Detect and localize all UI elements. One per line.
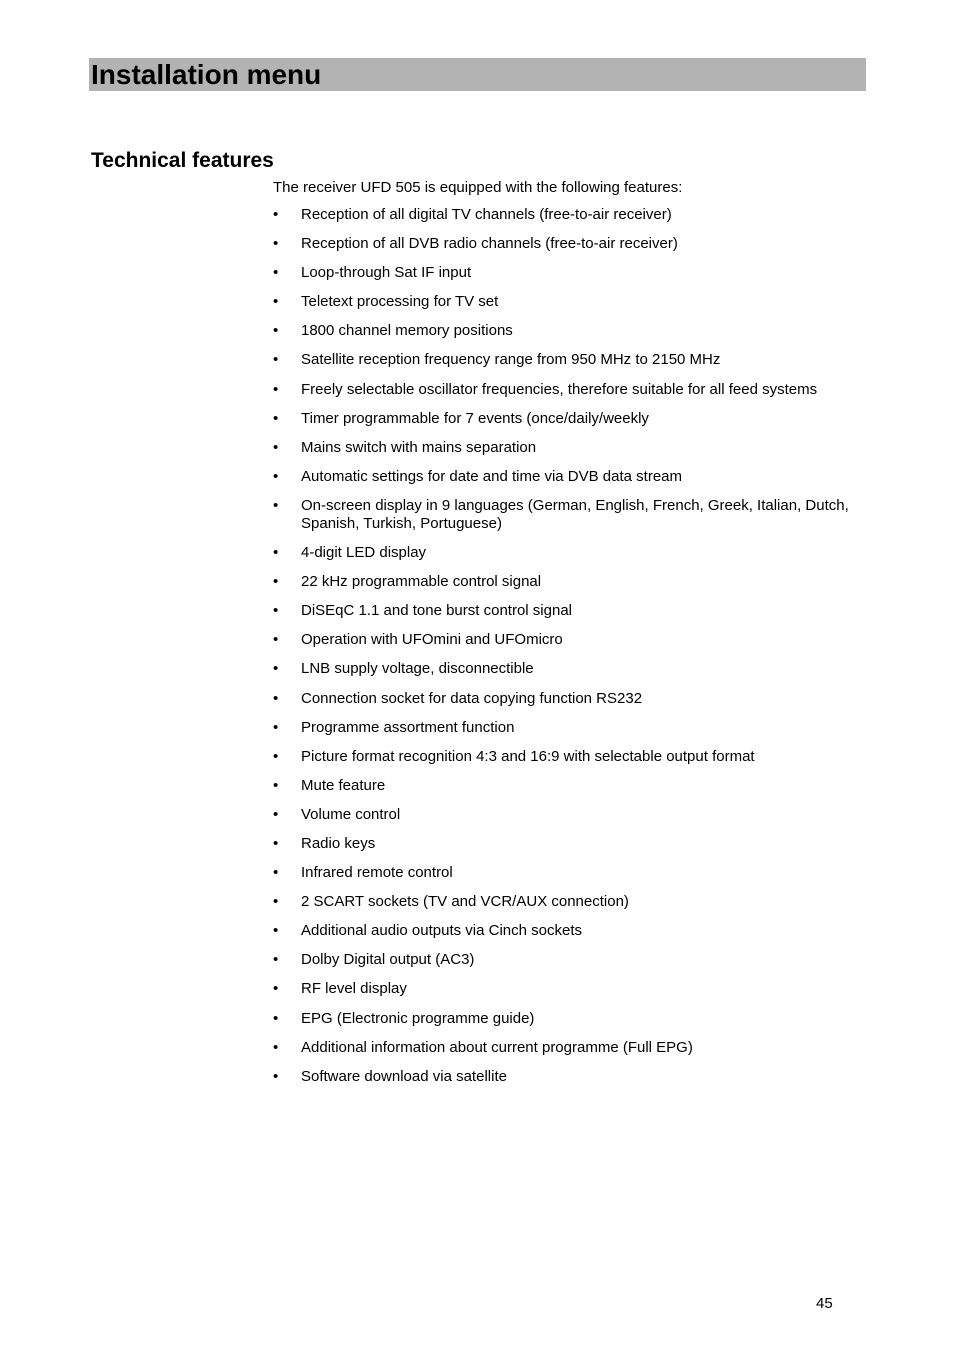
header-bar [89,58,866,91]
bullet-icon: • [273,864,279,882]
bullet-icon: • [273,1009,279,1027]
bullet-icon: • [273,718,279,736]
feature-list-item [273,410,863,428]
feature-text: Dolby Digital output (AC3) [301,951,475,969]
feature-text: Connection socket for data copying function RS232 [301,689,643,707]
bullet-icon: • [273,206,279,223]
feature-text: DiSEqC 1.1 and tone burst control signal [301,602,572,620]
bullet-icon: • [273,409,279,427]
feature-text: RF level display [301,980,407,998]
feature-list-item [273,980,863,998]
page-title: Installation menu [91,59,322,90]
feature-text: On-screen display in 9 languages (German, English, French, Greek, Italian, Dutch, Spanish, Turkish, Portuguese) [301,496,849,532]
feature-text: Mains switch with mains separation [301,438,537,456]
feature-text: 2 SCART sockets (TV and VCR/AUX connection) [301,893,629,911]
feature-list-item [273,631,863,649]
page-number: 45 [816,1295,833,1312]
feature-list-item [273,1068,863,1086]
feature-text: Automatic settings for date and time via DVB data stream [301,467,683,485]
bullet-icon: • [273,351,279,369]
feature-list-item [273,806,863,824]
feature-text: Additional information about current programme (Full EPG) [301,1038,693,1056]
feature-text: Reception of all digital TV channels (free-to-air receiver) [301,206,672,223]
feature-list-item [273,264,863,282]
bullet-icon: • [273,293,279,311]
feature-text: Software download via satellite [301,1067,507,1085]
bullet-icon: • [273,980,279,998]
feature-list-item [273,206,863,224]
bullet-icon: • [273,1067,279,1085]
feature-list-item [273,835,863,853]
intro-text: The receiver UFD 505 is equipped with the following features: [273,179,683,196]
feature-text: Picture format recognition 4:3 and 16:9 with selectable output format [301,747,755,765]
feature-list-item [273,351,863,369]
feature-list-item [273,748,863,766]
bullet-icon: • [273,602,279,620]
feature-list-item [273,893,863,911]
feature-list-item [273,602,863,620]
feature-list-item [273,1039,863,1057]
bullet-icon: • [273,951,279,969]
feature-text: Teletext processing for TV set [301,293,499,311]
feature-list-item [273,951,863,969]
bullet-icon: • [273,496,279,514]
bullet-icon: • [273,805,279,823]
bullet-icon: • [273,631,279,649]
feature-list-item [273,719,863,737]
feature-list-item [273,497,863,533]
bullet-icon: • [273,1038,279,1056]
feature-list-item [273,468,863,486]
feature-text: Timer programmable for 7 events (once/daily/weekly [301,409,649,427]
feature-list-item [273,322,863,340]
bullet-icon: • [273,264,279,282]
feature-list-item [273,660,863,678]
feature-text: 22 kHz programmable control signal [301,573,542,591]
feature-list-item [273,922,863,940]
feature-list-item [273,777,863,795]
bullet-icon: • [273,893,279,911]
feature-text: Volume control [301,805,401,823]
feature-text: Operation with UFOmini and UFOmicro [301,631,563,649]
feature-text: Freely selectable oscillator frequencies, therefore suitable for all feed systems [301,380,818,398]
feature-text: Satellite reception frequency range from 950 MHz to 2150 MHz [301,351,721,369]
feature-list-item [273,235,863,253]
bullet-icon: • [273,689,279,707]
feature-text: Loop-through Sat IF input [301,264,472,282]
feature-list-item [273,381,863,399]
bullet-icon: • [273,922,279,940]
feature-text: Radio keys [301,834,376,852]
feature-text: Infrared remote control [301,864,453,882]
feature-text: Mute feature [301,776,386,794]
bullet-icon: • [273,380,279,398]
bullet-icon: • [273,544,279,562]
bullet-icon: • [273,235,279,253]
feature-list-item [273,573,863,591]
feature-text: LNB supply voltage, disconnectible [301,660,534,678]
feature-list [273,206,863,1097]
bullet-icon: • [273,660,279,678]
feature-list-item [273,864,863,882]
feature-text: EPG (Electronic programme guide) [301,1009,535,1027]
feature-text: Programme assortment function [301,718,515,736]
bullet-icon: • [273,776,279,794]
bullet-icon: • [273,573,279,591]
feature-text: 1800 channel memory positions [301,322,513,340]
bullet-icon: • [273,438,279,456]
feature-list-item [273,439,863,457]
feature-list-item [273,293,863,311]
bullet-icon: • [273,747,279,765]
bullet-icon: • [273,467,279,485]
bullet-icon: • [273,834,279,852]
feature-text: Reception of all DVB radio channels (free-to-air receiver) [301,235,678,253]
bullet-icon: • [273,322,279,340]
feature-list-item [273,1010,863,1028]
feature-list-item [273,544,863,562]
section-title: Technical features [91,149,274,172]
feature-text: 4-digit LED display [301,544,427,562]
feature-list-item [273,690,863,708]
feature-text: Additional audio outputs via Cinch sockets [301,922,583,940]
